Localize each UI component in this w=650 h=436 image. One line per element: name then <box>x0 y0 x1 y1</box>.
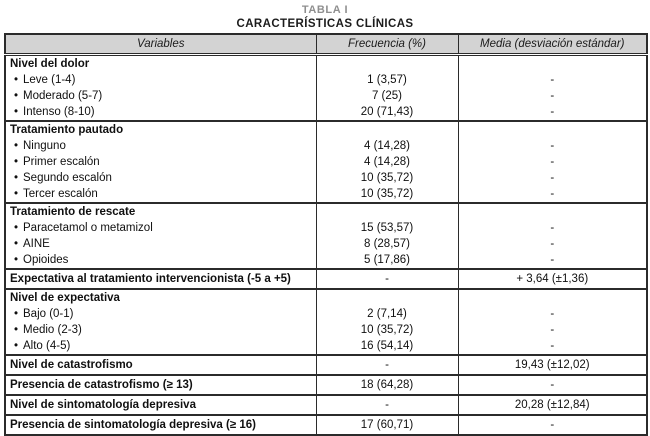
media-cell: 20,28 (±12,84) <box>458 395 647 415</box>
column-header-frecuencia: Frecuencia (%) <box>316 34 458 55</box>
page-title: TABLA I <box>301 4 349 16</box>
frequency-cell <box>316 121 458 138</box>
variable-cell <box>5 138 316 154</box>
frequency-cell: 4 (14,28) <box>316 138 458 154</box>
frequency-cell: 4 (14,28) <box>316 154 458 170</box>
variable-cell: Nivel de expectativa <box>5 289 316 306</box>
table-row <box>5 186 647 203</box>
media-cell: - <box>458 338 647 355</box>
variable-cell: Nivel de sintomatología depresiva <box>5 395 316 415</box>
frequency-cell: - <box>316 395 458 415</box>
media-cell: - <box>458 88 647 104</box>
bullet-icon: • <box>14 156 19 168</box>
bullet-icon: • <box>14 188 19 200</box>
table-header-row <box>5 34 647 55</box>
media-cell <box>458 55 647 73</box>
media-cell: - <box>458 170 647 186</box>
table-row <box>5 170 647 186</box>
frequency-cell: 10 (35,72) <box>316 170 458 186</box>
frequency-cell: 15 (53,57) <box>316 220 458 236</box>
table-row <box>5 289 647 306</box>
frequency-cell <box>316 289 458 306</box>
table-row <box>5 355 647 375</box>
table-row <box>5 121 647 138</box>
clinical-characteristics-table <box>4 33 648 436</box>
frequency-cell: 20 (71,43) <box>316 104 458 121</box>
bullet-icon: • <box>14 340 19 352</box>
bullet-icon: • <box>14 308 19 320</box>
media-cell <box>458 289 647 306</box>
column-header-media: Media (desviación estándar) <box>458 34 647 55</box>
media-cell <box>458 121 647 138</box>
frequency-cell: 10 (35,72) <box>316 186 458 203</box>
table-row <box>5 138 647 154</box>
variable-label: AINE <box>23 238 50 250</box>
media-cell: - <box>458 186 647 203</box>
media-cell: - <box>458 306 647 322</box>
variable-label: Opioides <box>23 254 69 266</box>
variable-label: Ninguno <box>23 140 66 152</box>
table-row <box>5 338 647 355</box>
variable-cell <box>5 236 316 252</box>
page-subtitle: CARACTERÍSTICAS CLÍNICAS <box>236 18 414 30</box>
variable-cell <box>5 104 316 121</box>
variable-cell <box>5 306 316 322</box>
variable-cell: Expectativa al tratamiento intervencionista (-5 a +5) <box>5 269 316 289</box>
media-cell: - <box>458 415 647 435</box>
table-row <box>5 236 647 252</box>
frequency-cell: 18 (64,28) <box>316 375 458 395</box>
variable-cell <box>5 338 316 355</box>
media-cell: - <box>458 72 647 88</box>
variable-cell: Tratamiento de rescate <box>5 203 316 220</box>
bullet-icon: • <box>14 140 19 152</box>
frequency-cell: 10 (35,72) <box>316 322 458 338</box>
frequency-cell: 7 (25) <box>316 88 458 104</box>
table-row <box>5 104 647 121</box>
variable-cell <box>5 322 316 338</box>
variable-cell <box>5 72 316 88</box>
media-cell: - <box>458 220 647 236</box>
variable-cell <box>5 170 316 186</box>
table-row <box>5 203 647 220</box>
variable-label: Tercer escalón <box>23 188 98 200</box>
variable-cell: Nivel del dolor <box>5 55 316 73</box>
table-row <box>5 322 647 338</box>
table-row <box>5 88 647 104</box>
column-header-variables: Variables <box>5 34 316 55</box>
table-row <box>5 220 647 236</box>
variable-cell <box>5 220 316 236</box>
title-block <box>0 0 650 31</box>
frequency-cell: 2 (7,14) <box>316 306 458 322</box>
media-cell: 19,43 (±12,02) <box>458 355 647 375</box>
variable-cell <box>5 154 316 170</box>
variable-cell <box>5 186 316 203</box>
variable-label: Moderado (5-7) <box>23 90 103 102</box>
frequency-cell: - <box>316 269 458 289</box>
frequency-cell: - <box>316 355 458 375</box>
variable-cell: Tratamiento pautado <box>5 121 316 138</box>
bullet-icon: • <box>14 106 19 118</box>
frequency-cell: 16 (54,14) <box>316 338 458 355</box>
variable-label: Primer escalón <box>23 156 100 168</box>
frequency-cell <box>316 55 458 73</box>
frequency-cell <box>316 203 458 220</box>
bullet-icon: • <box>14 254 19 266</box>
frequency-cell: 5 (17,86) <box>316 252 458 269</box>
table-row <box>5 269 647 289</box>
media-cell: - <box>458 138 647 154</box>
variable-label: Medio (2-3) <box>23 324 82 336</box>
media-cell: - <box>458 236 647 252</box>
variable-cell: Presencia de catastrofismo (≥ 13) <box>5 375 316 395</box>
frequency-cell: 1 (3,57) <box>316 72 458 88</box>
table-row <box>5 72 647 88</box>
frequency-cell: 17 (60,71) <box>316 415 458 435</box>
variable-cell <box>5 252 316 269</box>
variable-label: Bajo (0-1) <box>23 308 74 320</box>
bullet-icon: • <box>14 238 19 250</box>
table-row <box>5 154 647 170</box>
table-row <box>5 252 647 269</box>
media-cell: - <box>458 154 647 170</box>
variable-cell: Nivel de catastrofismo <box>5 355 316 375</box>
bullet-icon: • <box>14 324 19 336</box>
table-row <box>5 375 647 395</box>
variable-label: Paracetamol o metamizol <box>23 222 153 234</box>
table-row <box>5 55 647 73</box>
variable-label: Segundo escalón <box>23 172 112 184</box>
variable-cell <box>5 88 316 104</box>
variable-label: Alto (4-5) <box>23 340 71 352</box>
table-row <box>5 306 647 322</box>
table-row <box>5 415 647 435</box>
bullet-icon: • <box>14 222 19 234</box>
variable-cell: Presencia de sintomatología depresiva (≥ 16) <box>5 415 316 435</box>
media-cell: - <box>458 252 647 269</box>
variable-label: Intenso (8-10) <box>23 106 95 118</box>
bullet-icon: • <box>14 90 19 102</box>
frequency-cell: 8 (28,57) <box>316 236 458 252</box>
media-cell: - <box>458 322 647 338</box>
table-row <box>5 395 647 415</box>
media-cell: - <box>458 104 647 121</box>
media-cell: + 3,64 (±1,36) <box>458 269 647 289</box>
bullet-icon: • <box>14 172 19 184</box>
bullet-icon: • <box>14 74 19 86</box>
media-cell <box>458 203 647 220</box>
media-cell: - <box>458 375 647 395</box>
variable-label: Leve (1-4) <box>23 74 76 86</box>
